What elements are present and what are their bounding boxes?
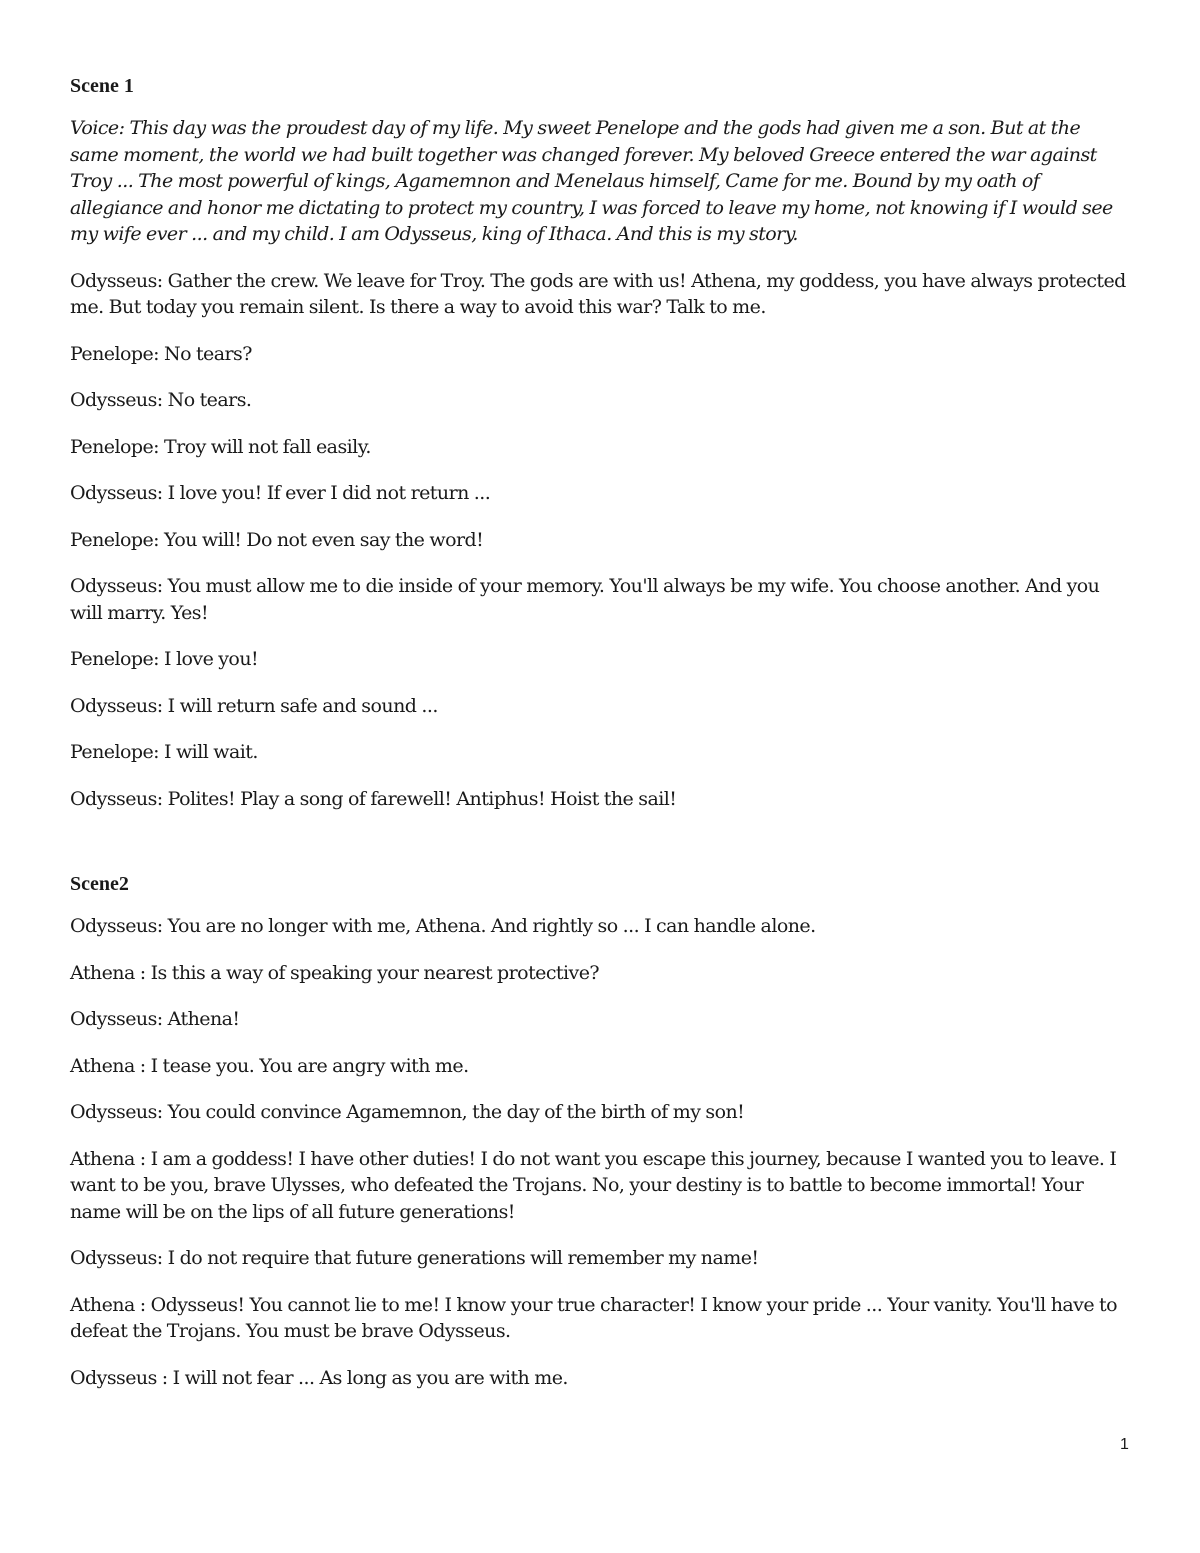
dialogue-line: Odysseus: I love you! If ever I did not return ... — [70, 482, 491, 504]
dialogue-line: Odysseus: You are no longer with me, Athena. And rightly so ... I can handle alone. — [70, 915, 816, 937]
page-number: 1 — [1120, 1436, 1129, 1453]
scene-2-title: Scene2 — [70, 873, 129, 895]
voice-narration: Voice: This day was the proudest day of my life. My sweet Penelope and the gods had given me a son. But at the same moment, the world we had built together was changed forever. My beloved Greece entered the war against Troy ... The most powerful of kings, Agamemnon and Menelaus himself, Came for me. Bound by my oath of allegiance and honor me dictating to protect my country, I was forced to leave my home, not knowing if I would see my wife ever ... and my child. I am Odysseus, king of Ithaca. And this is my story. — [70, 117, 1113, 245]
document-page — [70, 72, 1132, 1411]
dialogue-line: Odysseus: I do not require that future generations will remember my name! — [70, 1247, 759, 1269]
dialogue-line: Odysseus: Polites! Play a song of farewell! Antiphus! Hoist the sail! — [70, 787, 677, 810]
scene-1-title: Scene 1 — [70, 75, 134, 97]
dialogue-line: Odysseus: I will return safe and sound ... — [70, 694, 438, 717]
dialogue-line: Penelope: Troy will not fall easily. — [70, 435, 371, 458]
dialogue-line: Athena : I am a goddess! I have other duties! I do not want you escape this journey, because I wanted you to leave. I want to be you, brave Ulysses, who defeated the Trojans. No, your destiny is to battle to become immortal! Your name will be on the lips of all future generations! — [70, 1147, 1117, 1223]
dialogue-line: Athena : Is this a way of speaking your nearest protective? — [70, 961, 600, 984]
dialogue-line: Penelope: You will! Do not even say the word! — [70, 528, 484, 551]
dialogue-line: Athena : I tease you. You are angry with me. — [70, 1054, 469, 1077]
dialogue-line: Penelope: I will wait. — [70, 741, 258, 763]
dialogue-line: Penelope: I love you! — [70, 648, 259, 670]
dialogue-line: Odysseus : I will not fear ... As long as you are with me. — [70, 1366, 568, 1389]
dialogue-line: Odysseus: You must allow me to die inside of your memory. You'll always be my wife. You choose another. And you will marry. Yes! — [70, 575, 1100, 624]
dialogue-line: Penelope: No tears? — [70, 342, 252, 365]
dialogue-line: Athena : Odysseus! You cannot lie to me! I know your true character! I know your pride ... Your vanity. You'll have to defeat the Trojans. You must be brave Odysseus. — [70, 1293, 1118, 1342]
dialogue-line: Odysseus: Athena! — [70, 1008, 240, 1030]
dialogue-line: Odysseus: You could convince Agamemnon, the day of the birth of my son! — [70, 1101, 745, 1123]
dialogue-line: Odysseus: Gather the crew. We leave for Troy. The gods are with us! Athena, my goddess, you have always protected me. But today you remain silent. Is there a way to avoid this war? Talk to me. — [70, 269, 1126, 318]
dialogue-line: Odysseus: No tears. — [70, 389, 252, 411]
